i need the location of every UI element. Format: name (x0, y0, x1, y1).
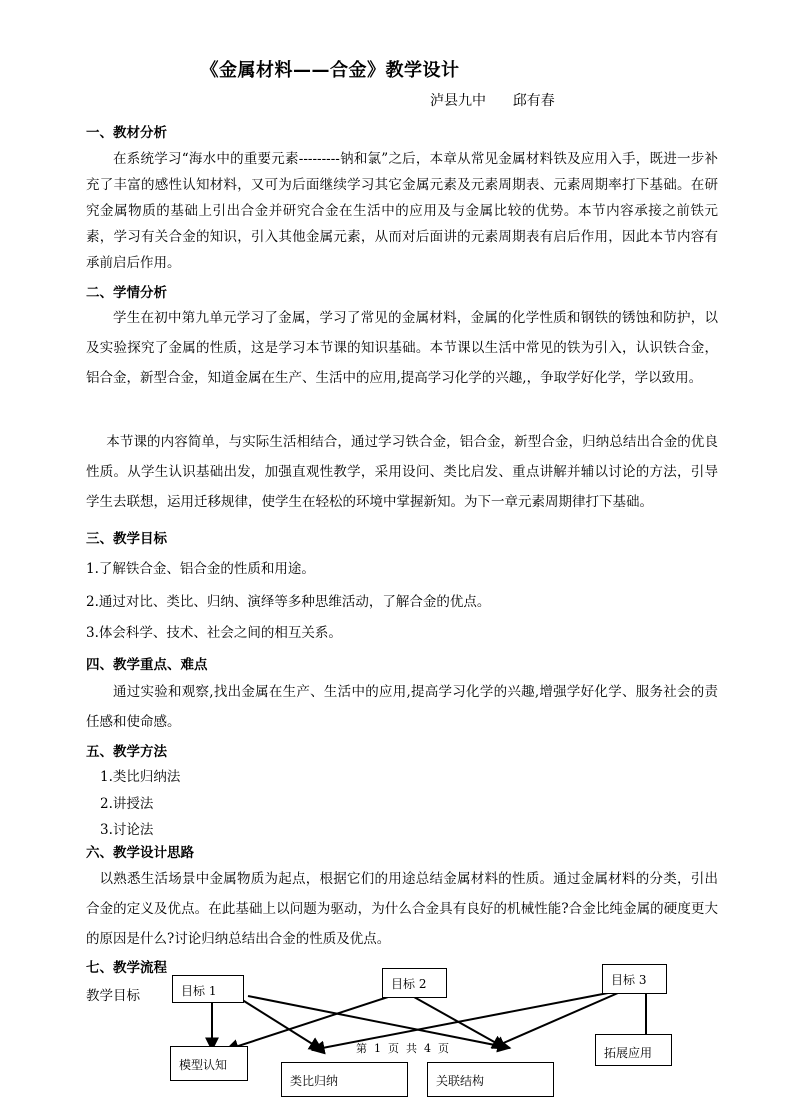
section-heading-3: 三、教学目标 (86, 531, 167, 547)
section-2-paragraph-1: 学生在初中第九单元学习了金属，学习了常见的金属材料，金属的化学性质和钢铁的锈蚀和防护，以及实验探究了金属的性质，这是学习本节课的知识基础。本节课以生活中常见的铁为引入，认识铁合金，铝合金，新型合金，知道金属在生产、生活中的应用,提高学习化学的兴趣,，争取学好化学，学以致用。 (86, 310, 718, 386)
method-item-3: 3.讨论法 (100, 822, 154, 838)
outcome-box-analogy: 类比归纳 (281, 1062, 408, 1097)
goal-box-3: 目标 3 (602, 964, 667, 994)
section-1-paragraph: 在系统学习“海水中的重要元素---------钠和氯”之后，本章从常见金属材料铁及应用入手，既进一步补充了丰富的感性认知材料，又可为后面继续学习其它金属元素及元素周期表、元素周期率打下基础。在研究金属物质的基础上引出合金并研究合金在生活中的应用及与金属比较的优势。本节内容承接之前铁元素，学习有关合金的知识，引入其他金属元素，从而对后面讲的元素周期表有启后作用，因此本节内容有承前启后作用。 (86, 151, 718, 271)
goal-box-2: 目标 2 (382, 968, 447, 998)
section-heading-2: 二、学情分析 (86, 285, 167, 301)
document-title: 《金属材料——合金》教学设计 (200, 60, 460, 81)
objective-item-2: 2.通过对比、类比、归纳、演绎等多种思维活动，了解合金的优点。 (86, 594, 491, 610)
outcome-box-model: 模型认知 (170, 1046, 248, 1081)
outcome-box-extension: 拓展应用 (595, 1034, 672, 1066)
objective-item-3: 3.体会科学、技术、社会之间的相互关系。 (86, 625, 342, 641)
outcome-box-structure: 关联结构 (427, 1062, 554, 1097)
section-heading-6: 六、教学设计思路 (86, 845, 194, 861)
flow-label: 教学目标 (86, 988, 140, 1004)
section-heading-1: 一、教材分析 (86, 125, 167, 141)
page-footer: 第 1 页 共 4 页 (356, 1042, 449, 1055)
section-heading-4: 四、教学重点、难点 (86, 657, 208, 673)
section-2-paragraph-2: 本节课的内容简单，与实际生活相结合，通过学习铁合金，铝合金，新型合金，归纳总结出合金的优良性质。从学生认识基础出发，加强直观性教学，采用设问、类比启发、重点讲解并辅以讨论的方法，引导学生去联想，运用迁移规律，使学生在轻松的环境中掌握新知。为下一章元素周期律打下基础。 (86, 434, 718, 510)
section-6-paragraph: 以熟悉生活场景中金属物质为起点，根据它们的用途总结金属材料的性质。通过金属材料的分类，引出合金的定义及优点。在此基础上以问题为驱动，为什么合金具有良好的机械性能?合金比纯金属的硬度更大的原因是什么?讨论归纳总结出合金的性质及优点。 (86, 871, 718, 947)
objective-item-1: 1.了解铁合金、铝合金的性质和用途。 (86, 561, 315, 577)
goal-box-1: 目标 1 (172, 975, 244, 1003)
method-item-2: 2.讲授法 (100, 796, 154, 812)
method-item-1: 1.类比归纳法 (100, 769, 181, 785)
section-4-paragraph: 通过实验和观察,找出金属在生产、生活中的应用,提高学习化学的兴趣,增强学好化学、服务社会的责任感和使命感。 (86, 684, 718, 730)
section-heading-7: 七、教学流程 (86, 960, 167, 976)
section-heading-5: 五、教学方法 (86, 744, 167, 760)
author-line: 泸县九中 邱有春 (430, 93, 555, 109)
